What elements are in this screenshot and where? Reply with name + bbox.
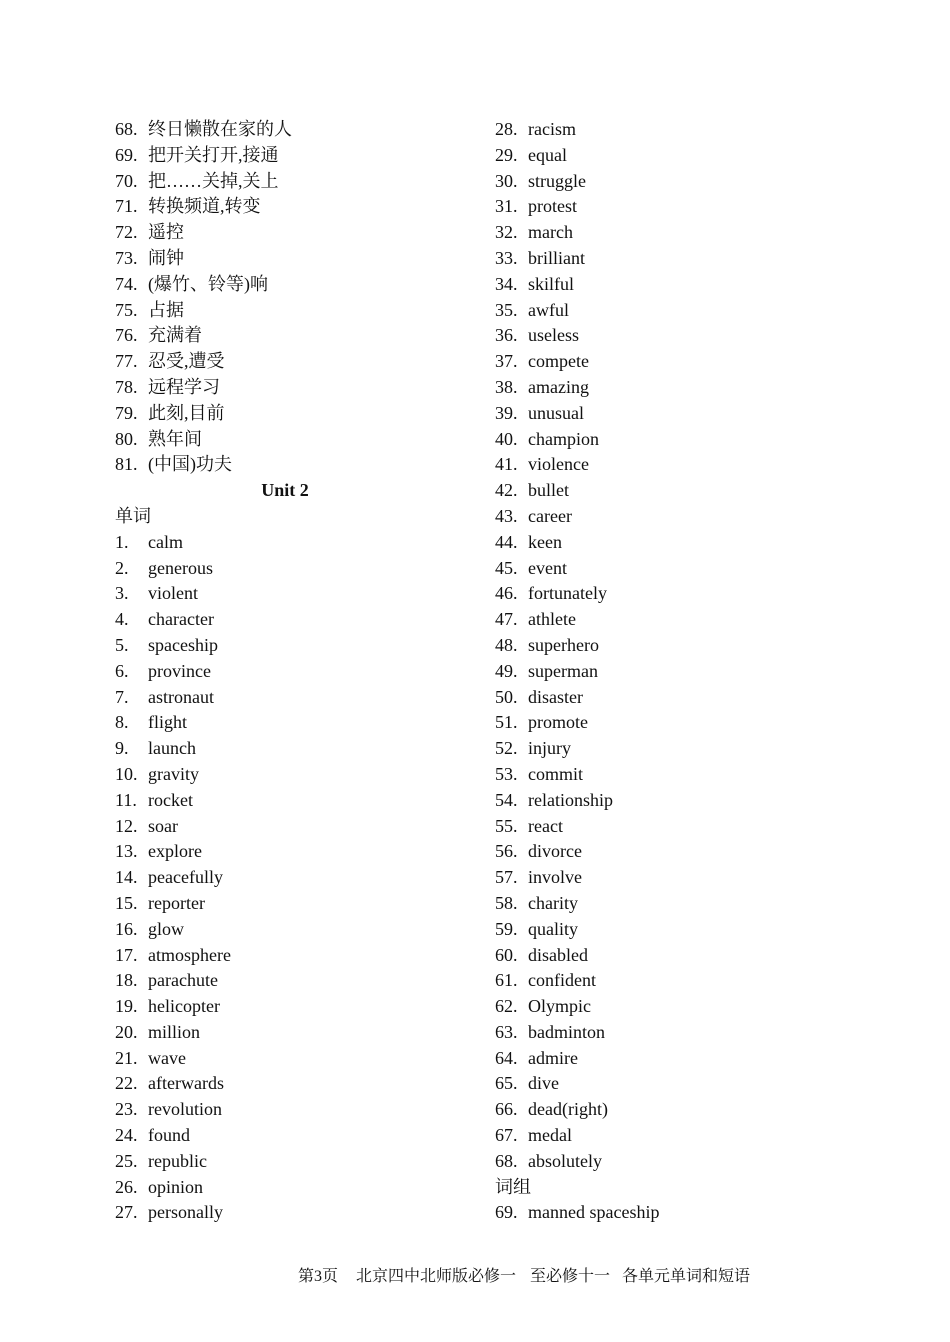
vocab-item bbox=[115, 1046, 455, 1072]
vocab-item bbox=[495, 194, 835, 220]
item-number: 73. bbox=[115, 247, 138, 268]
vocab-item bbox=[495, 710, 835, 736]
item-number: 57. bbox=[495, 867, 518, 888]
vocab-item bbox=[495, 298, 835, 324]
vocab-item bbox=[115, 427, 455, 453]
item-number: 31. bbox=[495, 196, 518, 217]
item-number: 48. bbox=[495, 634, 518, 655]
vocab-item bbox=[495, 736, 835, 762]
item-number: 35. bbox=[495, 299, 518, 320]
item-number: 64. bbox=[495, 1047, 518, 1068]
item-number: 9. bbox=[115, 738, 129, 759]
item-number: 10. bbox=[115, 763, 138, 784]
vocab-item bbox=[115, 220, 455, 246]
vocab-item bbox=[495, 272, 835, 298]
item-term: violence bbox=[528, 454, 589, 475]
item-number: 18. bbox=[115, 970, 138, 991]
item-term: explore bbox=[148, 841, 202, 862]
item-term: 忍受,遭受 bbox=[148, 351, 225, 372]
item-number: 49. bbox=[495, 660, 518, 681]
item-number: 60. bbox=[495, 944, 518, 965]
vocab-item bbox=[115, 994, 455, 1020]
item-number: 59. bbox=[495, 918, 518, 939]
section-label: 词组 bbox=[495, 1176, 531, 1197]
item-term: flight bbox=[148, 712, 187, 733]
item-term: struggle bbox=[528, 170, 586, 191]
vocab-item bbox=[495, 839, 835, 865]
vocab-item bbox=[115, 1200, 455, 1226]
item-number: 58. bbox=[495, 892, 518, 913]
item-number: 30. bbox=[495, 170, 518, 191]
item-term: generous bbox=[148, 557, 213, 578]
item-term: wave bbox=[148, 1047, 186, 1068]
item-term: violent bbox=[148, 583, 198, 604]
item-term: fortunately bbox=[528, 583, 607, 604]
item-number: 76. bbox=[115, 325, 138, 346]
item-number: 63. bbox=[495, 1021, 518, 1042]
vocab-item bbox=[495, 504, 835, 530]
vocab-item bbox=[495, 117, 835, 143]
item-term: keen bbox=[528, 531, 562, 552]
item-term: brilliant bbox=[528, 247, 585, 268]
item-term: helicopter bbox=[148, 996, 220, 1017]
vocab-item bbox=[115, 814, 455, 840]
vocab-item bbox=[115, 194, 455, 220]
vocab-item bbox=[115, 917, 455, 943]
item-number: 52. bbox=[495, 738, 518, 759]
item-number: 12. bbox=[115, 815, 138, 836]
item-term: (爆竹、铃等)响 bbox=[148, 273, 268, 294]
item-number: 27. bbox=[115, 1202, 138, 1223]
item-term: Olympic bbox=[528, 996, 591, 1017]
item-number: 11. bbox=[115, 789, 137, 810]
item-term: (中国)功夫 bbox=[148, 454, 232, 475]
section-label: 单词 bbox=[115, 505, 151, 526]
item-number: 79. bbox=[115, 402, 138, 423]
item-term: involve bbox=[528, 867, 582, 888]
vocab-item bbox=[115, 865, 455, 891]
vocab-item bbox=[115, 556, 455, 582]
item-term: racism bbox=[528, 119, 576, 139]
item-term: superman bbox=[528, 660, 598, 681]
vocab-item bbox=[115, 1020, 455, 1046]
vocab-item bbox=[115, 349, 455, 375]
item-number: 42. bbox=[495, 480, 518, 501]
item-number: 25. bbox=[115, 1150, 138, 1171]
item-term: march bbox=[528, 222, 573, 243]
unit-heading: Unit 2 bbox=[261, 480, 309, 501]
item-number: 80. bbox=[115, 428, 138, 449]
vocab-item bbox=[115, 581, 455, 607]
item-term: compete bbox=[528, 351, 589, 372]
vocab-item bbox=[495, 169, 835, 195]
item-number: 68. bbox=[495, 1150, 518, 1171]
vocab-item bbox=[495, 762, 835, 788]
item-term: quality bbox=[528, 918, 578, 939]
item-term: calm bbox=[148, 531, 183, 552]
vocab-item bbox=[495, 685, 835, 711]
vocab-item bbox=[495, 994, 835, 1020]
item-term: confident bbox=[528, 970, 596, 991]
right-column bbox=[495, 117, 835, 1226]
item-number: 38. bbox=[495, 376, 518, 397]
item-term: 充满着 bbox=[148, 325, 202, 346]
vocab-item bbox=[495, 1020, 835, 1046]
item-number: 65. bbox=[495, 1073, 518, 1094]
item-number: 13. bbox=[115, 841, 138, 862]
vocab-item bbox=[495, 788, 835, 814]
item-number: 81. bbox=[115, 454, 138, 475]
item-term: province bbox=[148, 660, 211, 681]
item-number: 45. bbox=[495, 557, 518, 578]
item-number: 71. bbox=[115, 196, 138, 217]
vocab-item bbox=[495, 1123, 835, 1149]
item-term: commit bbox=[528, 763, 583, 784]
item-term: astronaut bbox=[148, 686, 214, 707]
item-number: 47. bbox=[495, 609, 518, 630]
item-number: 34. bbox=[495, 273, 518, 294]
item-term: manned spaceship bbox=[528, 1202, 660, 1223]
item-number: 41. bbox=[495, 454, 518, 475]
item-number: 39. bbox=[495, 402, 518, 423]
vocab-item bbox=[115, 685, 455, 711]
vocab-item bbox=[495, 659, 835, 685]
item-number: 78. bbox=[115, 376, 138, 397]
vocab-item bbox=[115, 323, 455, 349]
vocab-item bbox=[115, 607, 455, 633]
item-number: 24. bbox=[115, 1125, 138, 1146]
item-number: 54. bbox=[495, 789, 518, 810]
vocab-item bbox=[115, 1175, 455, 1201]
vocab-item bbox=[495, 891, 835, 917]
item-number: 56. bbox=[495, 841, 518, 862]
item-number: 44. bbox=[495, 531, 518, 552]
item-term: promote bbox=[528, 712, 588, 733]
vocab-item bbox=[495, 375, 835, 401]
item-term: equal bbox=[528, 144, 567, 165]
vocab-item bbox=[115, 891, 455, 917]
vocab-item bbox=[495, 246, 835, 272]
vocab-item bbox=[115, 788, 455, 814]
vocab-item bbox=[495, 556, 835, 582]
vocab-item bbox=[115, 272, 455, 298]
item-term: charity bbox=[528, 892, 578, 913]
item-term: afterwards bbox=[148, 1073, 224, 1094]
item-number: 77. bbox=[115, 351, 138, 372]
item-number: 74. bbox=[115, 273, 138, 294]
item-number: 32. bbox=[495, 222, 518, 243]
item-term: amazing bbox=[528, 376, 589, 397]
vocab-item bbox=[115, 943, 455, 969]
item-term: 把……关掉,关上 bbox=[148, 170, 279, 191]
item-number: 46. bbox=[495, 583, 518, 604]
item-term: react bbox=[528, 815, 563, 836]
item-number: 43. bbox=[495, 505, 518, 526]
vocab-item bbox=[495, 607, 835, 633]
item-term: revolution bbox=[148, 1099, 222, 1120]
item-term: 占据 bbox=[148, 299, 184, 320]
item-term: unusual bbox=[528, 402, 584, 423]
vocab-item bbox=[115, 375, 455, 401]
item-number: 40. bbox=[495, 428, 518, 449]
item-number: 37. bbox=[495, 351, 518, 372]
item-term: champion bbox=[528, 428, 599, 449]
vocab-item bbox=[495, 865, 835, 891]
item-term: 远程学习 bbox=[148, 376, 220, 397]
vocab-item bbox=[495, 143, 835, 169]
item-term: opinion bbox=[148, 1176, 204, 1197]
item-number: 14. bbox=[115, 867, 138, 888]
item-number: 61. bbox=[495, 970, 518, 991]
item-number: 69. bbox=[115, 144, 138, 165]
vocab-item bbox=[495, 452, 835, 478]
vocab-item bbox=[115, 246, 455, 272]
vocab-item bbox=[495, 427, 835, 453]
item-term: disabled bbox=[528, 944, 588, 965]
item-number: 8. bbox=[115, 712, 129, 733]
item-term: million bbox=[148, 1021, 201, 1042]
vocab-item bbox=[495, 581, 835, 607]
item-number: 23. bbox=[115, 1099, 138, 1120]
item-term: disaster bbox=[528, 686, 583, 707]
item-number: 68. bbox=[115, 119, 138, 139]
item-number: 66. bbox=[495, 1099, 518, 1120]
item-number: 28. bbox=[495, 119, 518, 139]
item-term: event bbox=[528, 557, 567, 578]
item-number: 17. bbox=[115, 944, 138, 965]
vocab-item bbox=[495, 220, 835, 246]
item-number: 15. bbox=[115, 892, 138, 913]
vocab-item bbox=[115, 117, 455, 143]
vocab-item bbox=[495, 1071, 835, 1097]
vocab-item bbox=[495, 633, 835, 659]
item-term: soar bbox=[148, 815, 178, 836]
footer-page-number: 第3页 bbox=[298, 1268, 339, 1285]
vocab-item bbox=[115, 1149, 455, 1175]
item-number: 16. bbox=[115, 918, 138, 939]
item-number: 53. bbox=[495, 763, 518, 784]
vocab-item bbox=[495, 1046, 835, 1072]
item-term: protest bbox=[528, 196, 577, 217]
item-term: relationship bbox=[528, 789, 613, 810]
vocab-item bbox=[495, 1149, 835, 1175]
vocab-item bbox=[115, 452, 455, 478]
vocab-item bbox=[495, 917, 835, 943]
vocab-item bbox=[115, 710, 455, 736]
item-number: 4. bbox=[115, 609, 129, 630]
item-number: 5. bbox=[115, 634, 129, 655]
item-term: superhero bbox=[528, 634, 599, 655]
item-term: rocket bbox=[148, 789, 193, 810]
vocab-item bbox=[115, 143, 455, 169]
item-term: admire bbox=[528, 1047, 578, 1068]
footer-title: 北京四中北师版必修一 bbox=[356, 1268, 517, 1285]
footer-subtitle: 各单元单词和短语 bbox=[622, 1268, 751, 1285]
vocab-item bbox=[495, 814, 835, 840]
item-term: career bbox=[528, 505, 572, 526]
item-number: 69. bbox=[495, 1202, 518, 1223]
item-term: dive bbox=[528, 1073, 559, 1094]
vocab-item bbox=[115, 839, 455, 865]
item-term: 把开关打开,接通 bbox=[148, 144, 279, 165]
item-number: 21. bbox=[115, 1047, 138, 1068]
vocab-item bbox=[495, 1097, 835, 1123]
vocab-item bbox=[115, 169, 455, 195]
item-term: gravity bbox=[148, 763, 199, 784]
vocab-item bbox=[115, 659, 455, 685]
item-term: found bbox=[148, 1125, 190, 1146]
item-number: 2. bbox=[115, 557, 129, 578]
item-number: 72. bbox=[115, 222, 138, 243]
vocab-item bbox=[115, 736, 455, 762]
item-term: skilful bbox=[528, 273, 575, 294]
item-number: 33. bbox=[495, 247, 518, 268]
item-term: awful bbox=[528, 299, 569, 320]
item-term: athlete bbox=[528, 609, 576, 630]
item-number: 3. bbox=[115, 583, 129, 604]
item-number: 75. bbox=[115, 299, 138, 320]
item-term: peacefully bbox=[148, 867, 223, 888]
item-term: launch bbox=[148, 738, 196, 759]
item-term: useless bbox=[528, 325, 579, 346]
item-number: 19. bbox=[115, 996, 138, 1017]
item-number: 20. bbox=[115, 1021, 138, 1042]
vocab-item bbox=[115, 633, 455, 659]
item-number: 26. bbox=[115, 1176, 138, 1197]
vocab-item bbox=[115, 1123, 455, 1149]
item-term: 熟年间 bbox=[148, 428, 202, 449]
vocab-item bbox=[495, 943, 835, 969]
item-term: medal bbox=[528, 1125, 572, 1146]
vocab-item bbox=[495, 530, 835, 556]
vocab-item bbox=[115, 968, 455, 994]
footer-range: 至必修十一 bbox=[530, 1268, 611, 1285]
item-number: 29. bbox=[495, 144, 518, 165]
item-term: divorce bbox=[528, 841, 582, 862]
item-term: atmosphere bbox=[148, 944, 231, 965]
item-number: 7. bbox=[115, 686, 129, 707]
item-term: 转换频道,转变 bbox=[148, 196, 261, 217]
vocab-item bbox=[495, 478, 835, 504]
item-term: 遥控 bbox=[148, 222, 184, 243]
vocab-item bbox=[115, 298, 455, 324]
vocab-item bbox=[495, 1200, 835, 1226]
vocab-item bbox=[495, 401, 835, 427]
item-number: 51. bbox=[495, 712, 518, 733]
item-number: 50. bbox=[495, 686, 518, 707]
item-number: 6. bbox=[115, 660, 129, 681]
vocab-item bbox=[115, 530, 455, 556]
item-term: spaceship bbox=[148, 634, 218, 655]
item-term: parachute bbox=[148, 970, 218, 991]
vocab-item bbox=[495, 323, 835, 349]
left-column bbox=[115, 117, 455, 1226]
item-number: 22. bbox=[115, 1073, 138, 1094]
item-term: 此刻,目前 bbox=[148, 402, 225, 423]
item-term: character bbox=[148, 609, 214, 630]
item-term: bullet bbox=[528, 480, 569, 501]
item-term: glow bbox=[148, 918, 184, 939]
item-number: 62. bbox=[495, 996, 518, 1017]
item-term: personally bbox=[148, 1202, 223, 1223]
item-number: 1. bbox=[115, 531, 129, 552]
item-term: 闹钟 bbox=[148, 247, 184, 268]
item-number: 67. bbox=[495, 1125, 518, 1146]
item-term: injury bbox=[528, 738, 571, 759]
vocab-item bbox=[115, 1097, 455, 1123]
vocab-item bbox=[115, 762, 455, 788]
item-number: 70. bbox=[115, 170, 138, 191]
item-term: republic bbox=[148, 1150, 207, 1171]
vocab-item bbox=[495, 349, 835, 375]
vocab-item bbox=[115, 401, 455, 427]
vocab-item bbox=[115, 1071, 455, 1097]
item-number: 36. bbox=[495, 325, 518, 346]
item-term: absolutely bbox=[528, 1150, 602, 1171]
item-term: badminton bbox=[528, 1021, 605, 1042]
item-term: 终日懒散在家的人 bbox=[148, 119, 292, 139]
item-number: 55. bbox=[495, 815, 518, 836]
vocab-item bbox=[495, 968, 835, 994]
item-term: dead(right) bbox=[528, 1099, 608, 1120]
item-term: reporter bbox=[148, 892, 205, 913]
